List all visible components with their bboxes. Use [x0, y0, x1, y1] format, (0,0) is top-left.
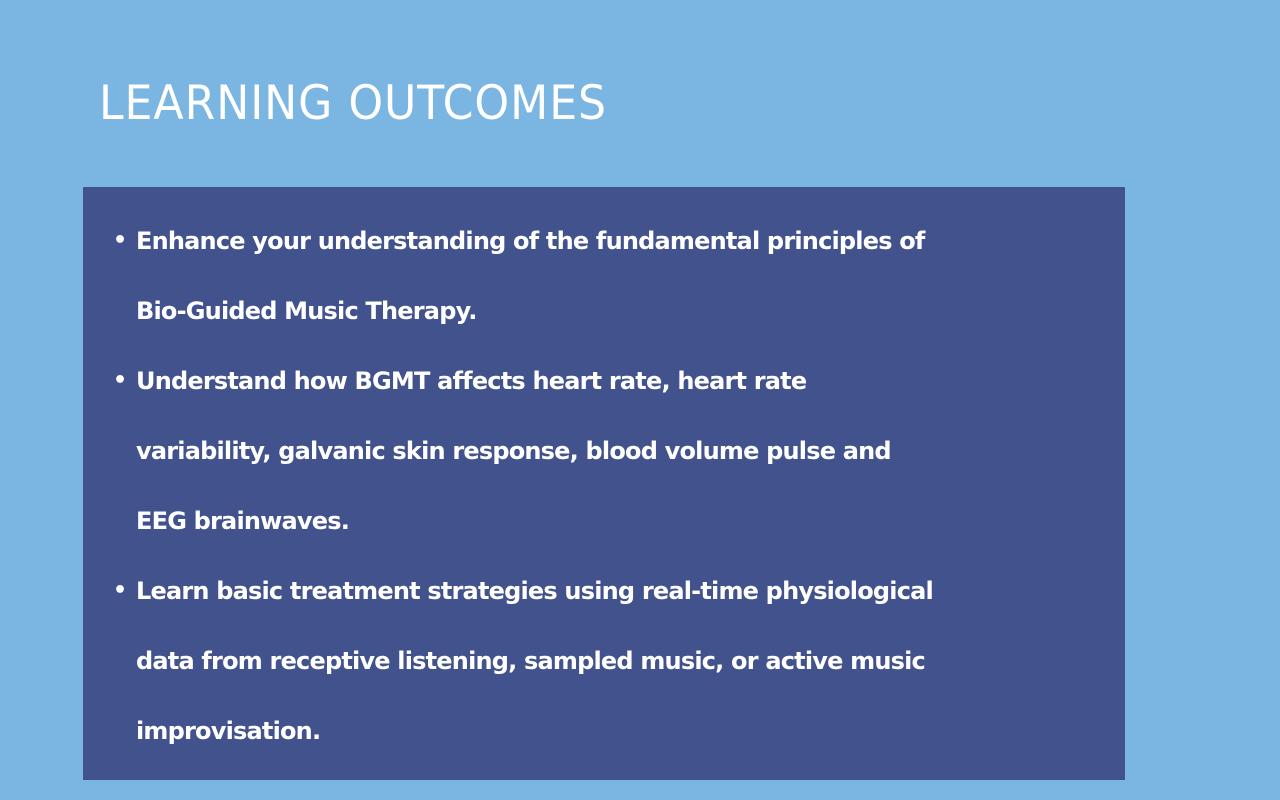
outcome-item: [83, 556, 1056, 766]
slide-title: LEARNING OUTCOMES: [99, 76, 608, 131]
outcome-line: EEG brainwaves.: [136, 507, 350, 535]
outcome-line: Learn basic treatment strategies using real-time physiological: [136, 577, 933, 605]
outcome-item: [83, 346, 1056, 556]
outcome-line: improvisation.: [136, 717, 321, 745]
outcome-line: variability, galvanic skin response, blood volume pulse and: [136, 437, 891, 465]
outcome-line: data from receptive listening, sampled music, or active music: [136, 647, 925, 675]
outcome-line: Understand how BGMT affects heart rate, heart rate: [136, 367, 807, 395]
outcome-item: [83, 206, 1056, 346]
bullet-icon: •: [113, 578, 128, 603]
outcomes-panel: [83, 187, 1125, 780]
bullet-icon: •: [113, 228, 128, 253]
bullet-icon: •: [113, 368, 128, 393]
outcome-line: Bio-Guided Music Therapy.: [136, 297, 477, 325]
outcomes-list: [83, 206, 1125, 766]
outcome-line: Enhance your understanding of the fundamental principles of: [136, 227, 925, 255]
